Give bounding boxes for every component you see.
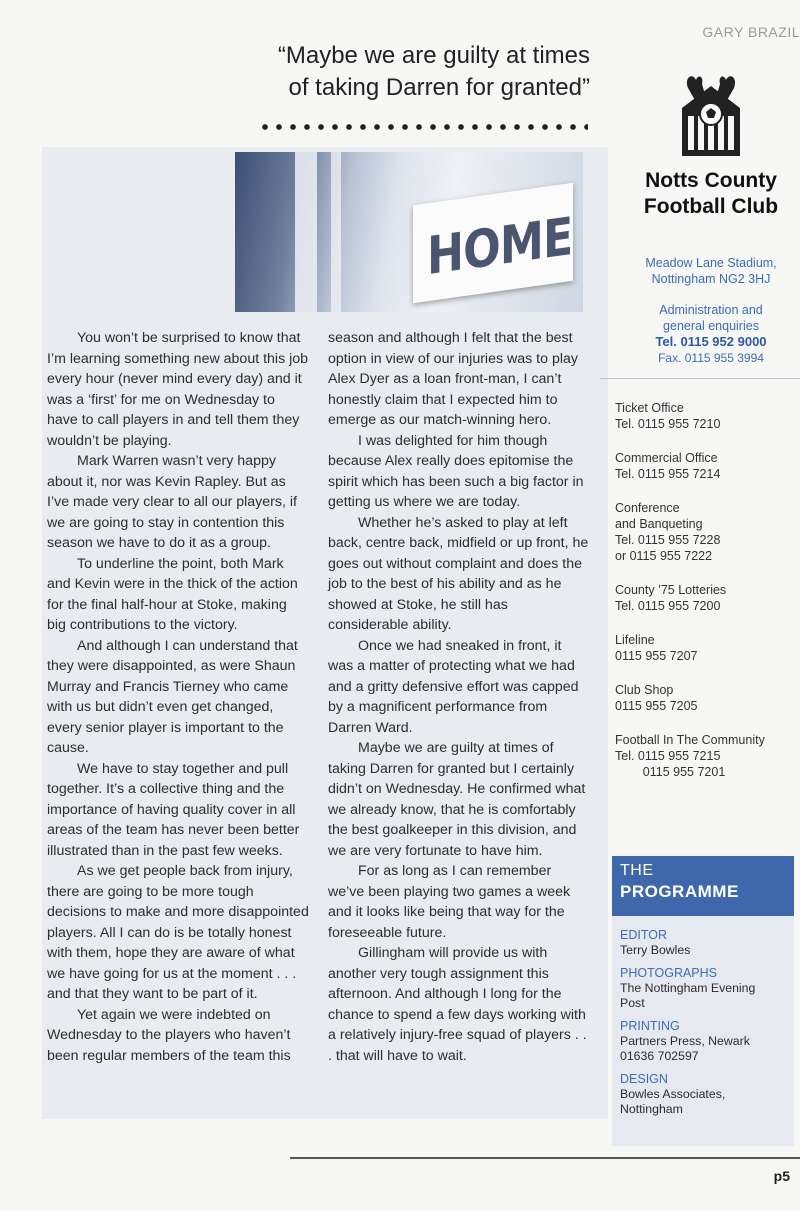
contact-label: Commercial Office — [615, 451, 718, 465]
contact-label: County ’75 Lotteries — [615, 583, 727, 597]
paragraph: Once we had sneaked in front, it was a matter of protecting what we had and a gritty defensive effort was capped by a magnificent performance from Darren Ward. — [328, 637, 579, 736]
contact-item — [615, 582, 795, 614]
article-column-2 — [328, 328, 590, 1066]
contact-phone: 0115 955 7207 — [615, 649, 698, 663]
credit-value: Post — [620, 996, 645, 1010]
contact-phone: Tel. 0115 955 7200 — [615, 599, 721, 613]
author-name: GARY BRAZIL — [702, 24, 800, 40]
contact-label: Ticket Office — [615, 401, 684, 415]
paragraph: We have to stay together and pull together. It’s a collective thing and the importance of having quality cover in all areas of the team has never been better illustrated than in the past few weeks. — [47, 760, 300, 859]
programme-header — [612, 856, 794, 916]
contact-item — [615, 682, 795, 714]
credit-value: Nottingham — [620, 1102, 683, 1116]
photo-pillar — [295, 152, 317, 312]
paragraph: Yet again we were indebted on Wednesday to the players who haven’t been regular members of the team this — [47, 1006, 291, 1064]
paragraph: You won’t be surprised to know that I’m learning something new about this job every hour (never mind every day) and it was a ‘first’ for me on Wednesday to have to call players in and tell them they wouldn’t be playing. — [47, 330, 309, 449]
contact-phone: 0115 955 7201 — [615, 765, 726, 779]
contact-phone: Tel. 0115 955 7215 — [615, 749, 721, 763]
club-address — [622, 255, 800, 287]
article-column-1 — [47, 328, 309, 1066]
address-line: Nottingham NG2 3HJ — [651, 272, 771, 286]
photo-pillar — [331, 152, 341, 312]
paragraph: Mark Warren wasn’t very happy about it, nor was Kevin Rapley. But as I’ve made very clear to all our players, if we are going to stay in contention this season we have to do it as a group. — [47, 453, 297, 551]
pull-quote — [220, 40, 590, 104]
paragraph: For as long as I can remember we’ve been playing two games a week and it looks like being that way for the foreseeable future. — [328, 863, 571, 941]
paragraph: Maybe we are guilty at times of taking Darren for granted but I certainly didn’t on Wednesday. He confirmed what we already know, that he is comfortably the best goalkeeper in this division, and we are very fortunate to have him. — [328, 740, 586, 859]
home-sign — [413, 183, 573, 303]
contact-phone: or 0115 955 7222 — [615, 549, 713, 563]
contact-label: Club Shop — [615, 683, 674, 697]
contact-phone: 0115 955 7205 — [615, 699, 698, 713]
programme-credits — [620, 928, 790, 1117]
admin-label: Administration and — [659, 303, 763, 317]
contact-phone: Tel. 0115 955 7214 — [615, 467, 721, 481]
contact-label: Lifeline — [615, 633, 655, 647]
contact-label: Football In The Community — [615, 733, 765, 747]
divider — [600, 378, 800, 379]
home-sign-text: HOME — [427, 206, 573, 288]
credit-value: 01636 702597 — [620, 1049, 699, 1063]
programme-title: PROGRAMME — [620, 882, 739, 901]
paragraph: And although I can understand that they were disappointed, as were Shaun Murray and Francis Tierney who came with us but didn’t even get changed, every senior player is important to the cause. — [47, 637, 298, 756]
paragraph: Whether he’s asked to play at left back, centre back, midfield or up front, he goes out without complaint and does the job to the best of his ability and as he showed at Stoke, he still has considerable ability. — [328, 514, 589, 633]
main-phone: Tel. 0115 952 9000 — [655, 334, 767, 349]
page-number: p5 — [773, 1168, 790, 1184]
pull-quote-line: “Maybe we are guilty at times — [277, 42, 590, 69]
credit-heading: PHOTOGRAPHS — [620, 966, 718, 980]
home-sign-photo — [235, 152, 583, 312]
credit-value: Bowles Associates, — [620, 1087, 726, 1101]
club-name-line: Notts County — [645, 169, 777, 192]
dotted-divider — [258, 124, 588, 130]
contact-label: and Banqueting — [615, 517, 703, 531]
contact-item — [615, 732, 795, 780]
contact-item — [615, 500, 795, 564]
contact-item — [615, 632, 795, 664]
credit-value: The Nottingham Evening — [620, 981, 756, 995]
contact-list — [615, 400, 795, 798]
contact-label: Conference — [615, 501, 680, 515]
paragraph: I was delighted for him though because Alex really does epitomise the spirit which has been such a big factor in getting us where we are today. — [328, 432, 584, 510]
contact-item — [615, 450, 795, 482]
contact-phone: Tel. 0115 955 7228 — [615, 533, 721, 547]
club-crest-icon — [674, 68, 748, 164]
paragraph: season and although I felt that the best option in view of our injuries was to play Alex Dyer as a loan front-man, I can’t honestly claim that I expected him to emerge as our match-winning hero. — [328, 330, 578, 428]
paragraph: Gillingham will provide us with another very tough assignment this afternoon. And although I long for the chance to spend a few days working with a relatively injury-free squad of players . . . that will have to wait. — [328, 945, 587, 1064]
credit-heading: PRINTING — [620, 1019, 680, 1033]
pull-quote-line: of taking Darren for granted” — [288, 74, 590, 101]
fax-number: Fax. 0115 955 3994 — [658, 351, 764, 365]
address-line: Meadow Lane Stadium, — [645, 256, 777, 270]
contact-item — [615, 400, 795, 432]
credit-value: Terry Bowles — [620, 943, 691, 957]
contact-phone: Tel. 0115 955 7210 — [615, 417, 721, 431]
footer-rule — [290, 1157, 800, 1159]
credit-value: Partners Press, Newark — [620, 1034, 750, 1048]
admin-label: general enquiries — [663, 319, 759, 333]
club-main-contact — [622, 302, 800, 366]
paragraph: To underline the point, both Mark and Kevin were in the thick of the action for the final half-hour at Stoke, making big contributions to the victory. — [47, 555, 298, 633]
club-name — [622, 168, 800, 220]
paragraph: As we get people back from injury, there are going to be more tough decisions to make and more disappointed players. All I can do is be totally honest with them, hope they are aware of what we have going for us at the moment . . . and that they want to be part of it. — [47, 863, 309, 1002]
credit-heading: EDITOR — [620, 928, 667, 942]
credit-heading: DESIGN — [620, 1072, 668, 1086]
programme-the: THE — [620, 862, 654, 879]
club-name-line: Football Club — [643, 195, 779, 218]
